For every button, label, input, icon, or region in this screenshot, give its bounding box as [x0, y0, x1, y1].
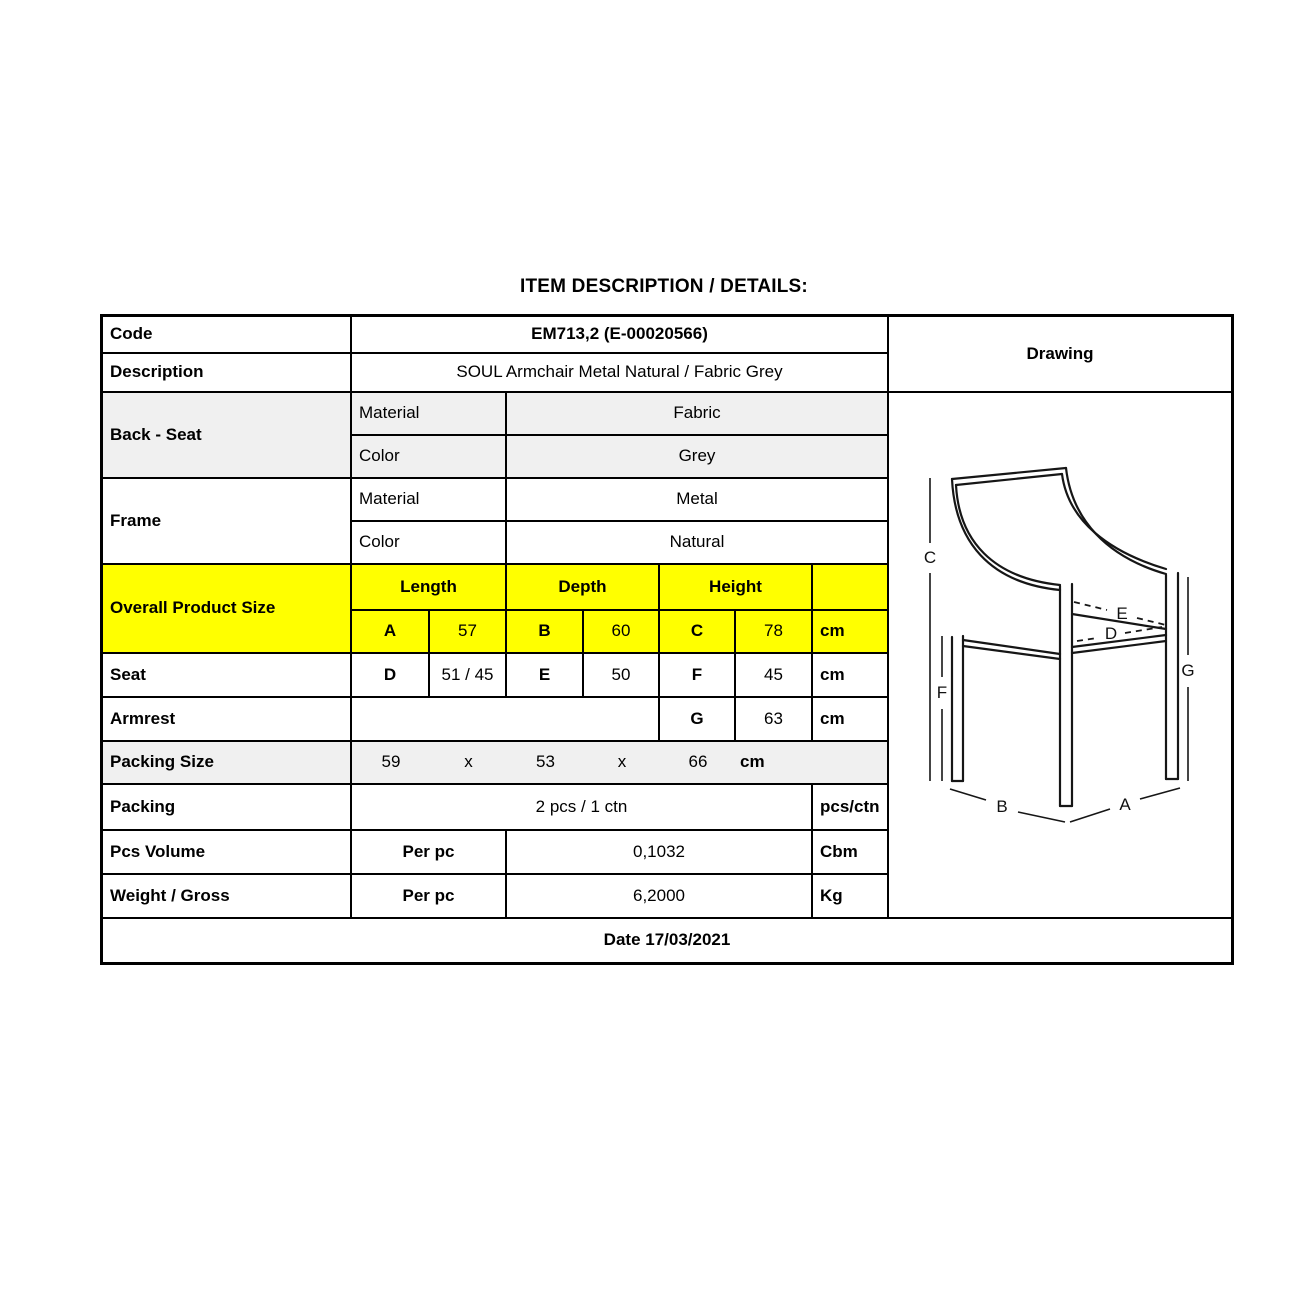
- overall-size-value-c: 78: [734, 609, 811, 652]
- overall-size-value-a: 57: [428, 609, 505, 652]
- packing-label: Packing: [103, 783, 350, 829]
- weight-gross-unit: Kg: [811, 873, 887, 917]
- overall-size-header-unit-blank: [811, 563, 887, 609]
- date-row: Date 17/03/2021: [103, 917, 1231, 962]
- overall-size-header-depth: Depth: [505, 563, 658, 609]
- packing-size-x2: x: [617, 752, 627, 772]
- back-seat-color-label: Color: [350, 434, 505, 477]
- pcs-volume-label: Pcs Volume: [103, 829, 350, 873]
- description-label: Description: [103, 352, 350, 391]
- packing-value: 2 pcs / 1 ctn: [350, 783, 811, 829]
- back-seat-material-label: Material: [350, 391, 505, 434]
- code-label: Code: [103, 317, 350, 352]
- back-seat-label: Back - Seat: [103, 391, 350, 477]
- dim-label-f: F: [936, 683, 948, 702]
- armrest-value-g: 63: [734, 696, 811, 740]
- dim-label-c: C: [923, 548, 937, 567]
- dim-label-g: G: [1181, 661, 1195, 680]
- frame-color-value: Natural: [505, 520, 887, 563]
- overall-size-key-c: C: [658, 609, 734, 652]
- drawing-panel: [887, 391, 1231, 917]
- overall-size-key-a: A: [350, 609, 428, 652]
- dim-label-e: E: [1116, 604, 1128, 623]
- pcs-volume-unit: Cbm: [811, 829, 887, 873]
- frame-material-label: Material: [350, 477, 505, 520]
- armrest-blank: [350, 696, 658, 740]
- frame-label: Frame: [103, 477, 350, 563]
- drawing-header: Drawing: [887, 317, 1231, 391]
- seat-key-d: D: [350, 652, 428, 696]
- overall-size-value-b: 60: [582, 609, 658, 652]
- seat-unit: cm: [811, 652, 887, 696]
- packing-size-x1: x: [464, 752, 473, 772]
- overall-size-label: Overall Product Size: [103, 563, 350, 652]
- packing-size-depth: 53: [536, 752, 555, 772]
- seat-value-e: 50: [582, 652, 658, 696]
- frame-color-label: Color: [350, 520, 505, 563]
- frame-material-value: Metal: [505, 477, 887, 520]
- weight-gross-label: Weight / Gross: [103, 873, 350, 917]
- code-value: EM713,2 (E-00020566): [350, 317, 887, 352]
- seat-key-f: F: [658, 652, 734, 696]
- armrest-key-g: G: [658, 696, 734, 740]
- packing-size-unit: cm: [740, 752, 765, 772]
- packing-unit: pcs/ctn: [811, 783, 887, 829]
- dim-label-b: B: [996, 797, 1008, 816]
- chair-outline: [952, 468, 1178, 806]
- pcs-volume-per-label: Per pc: [350, 829, 505, 873]
- armchair-line-drawing: [889, 393, 1231, 917]
- description-value: SOUL Armchair Metal Natural / Fabric Grey: [350, 352, 887, 391]
- seat-label: Seat: [103, 652, 350, 696]
- back-seat-color-value: Grey: [505, 434, 887, 477]
- page-title: ITEM DESCRIPTION / DETAILS:: [520, 276, 808, 297]
- dim-label-a: A: [1119, 795, 1131, 814]
- seat-value-f: 45: [734, 652, 811, 696]
- packing-size-label: Packing Size: [103, 740, 350, 783]
- pcs-volume-value: 0,1032: [505, 829, 811, 873]
- armrest-unit: cm: [811, 696, 887, 740]
- packing-size-length: 59: [381, 752, 401, 772]
- overall-size-header-length: Length: [350, 563, 505, 609]
- overall-size-unit: cm: [811, 609, 887, 652]
- weight-gross-value: 6,2000: [505, 873, 811, 917]
- dim-label-d: D: [1104, 624, 1118, 643]
- seat-value-d: 51 / 45: [428, 652, 505, 696]
- overall-size-header-height: Height: [658, 563, 811, 609]
- seat-key-e: E: [505, 652, 582, 696]
- packing-size-values: [350, 740, 887, 783]
- armrest-label: Armrest: [103, 696, 350, 740]
- weight-gross-per-label: Per pc: [350, 873, 505, 917]
- spec-table: [100, 314, 1234, 965]
- overall-size-key-b: B: [505, 609, 582, 652]
- packing-size-height: 66: [688, 752, 708, 772]
- back-seat-material-value: Fabric: [505, 391, 887, 434]
